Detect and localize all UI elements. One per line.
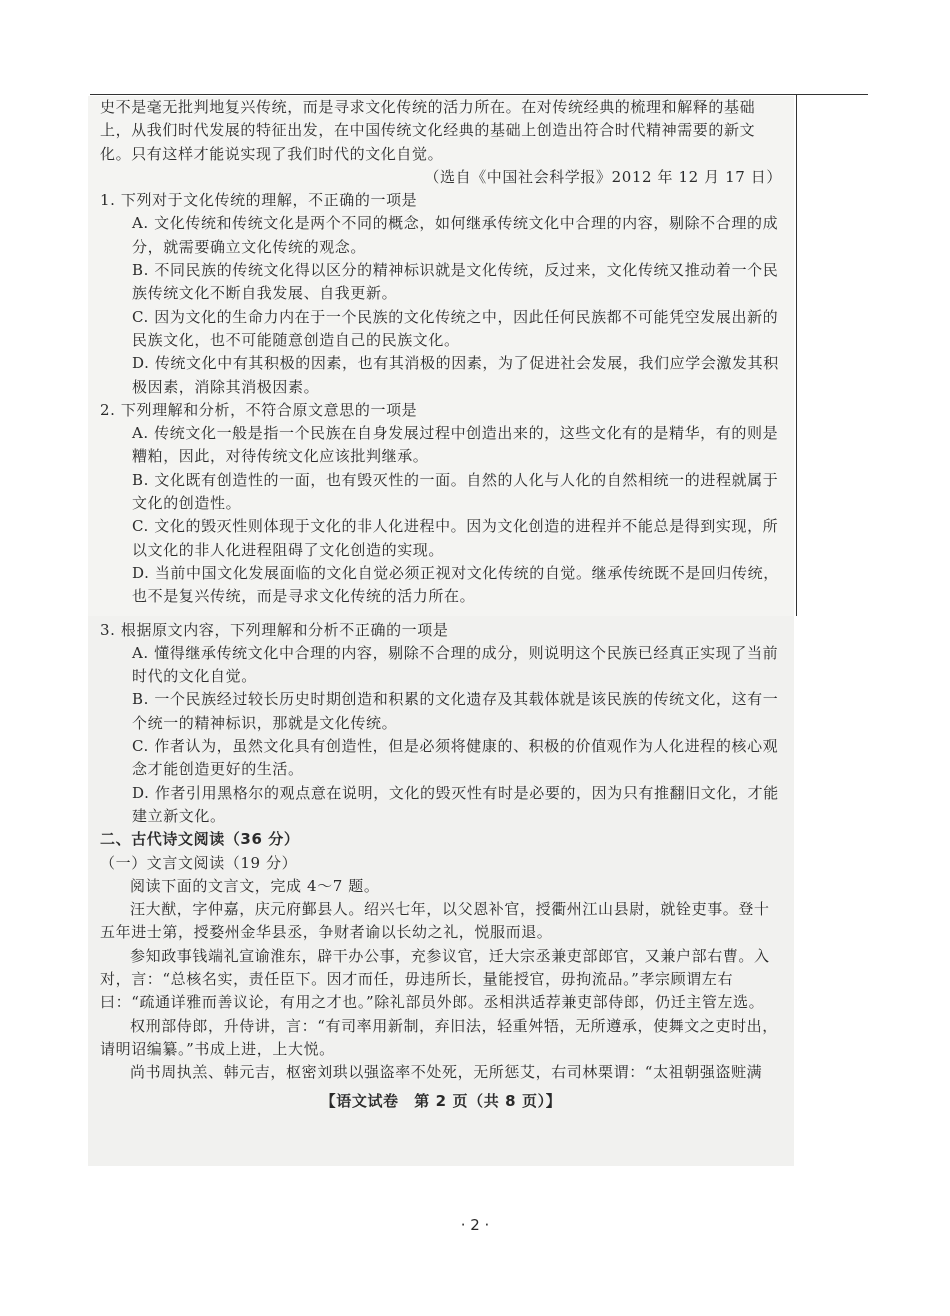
page-number: · 2 · [460, 1216, 490, 1234]
option-a: A. 懂得继承传统文化中合理的内容，剔除不合理的成分，则说明这个民族已经真正实现了当前时代的文化自觉。 [132, 643, 779, 686]
instruction: 阅读下面的文言文，完成 4～7 题。 [130, 876, 380, 895]
option-d: D. 当前中国文化发展面临的文化自觉必须正视对文化传统的自觉。继承传统既不是回归传统，也不是复兴传统，而是寻求文化传统的活力所在。 [132, 563, 779, 606]
question-2 [100, 399, 782, 609]
option-d: D. 传统文化中有其积极的因素，也有其消极的因素，为了促进社会发展，我们应学会激发其积极因素，消除其消极因素。 [132, 354, 779, 396]
exam-footer: 【语文试卷 第 2 页（共 8 页）】 [320, 1092, 562, 1111]
right-rule [796, 94, 797, 616]
classical-paragraph: 尚书周执羔、韩元吉，枢密刘珙以强盗率不处死，无所惩艾，右司林栗谓：“太祖朝强盗赃满 [130, 1063, 763, 1082]
option-b: B. 文化既有创造性的一面，也有毁灭性的一面。自然的人化与人化的自然相统一的进程就属于文化的创造性。 [132, 470, 779, 513]
classical-paragraph: 参知政事钱端礼宣谕淮东，辟干办公事，充参议官，迁大宗丞兼吏部郎官，又兼户部右曹。入对，言：“总核名实，责任臣下。因才而任，毋违所长，量能授官，毋拘流品。”孝宗顾谓左右曰：“疏通详雅而善议论，有用之才也。”除礼部员外郎。丞相洪适荐兼吏部侍郎，仍迁主管左选。 [100, 946, 770, 1012]
option-b: B. 不同民族的传统文化得以区分的精神标识就是文化传统，反过来，文化传统又推动着一个民族传统文化不断自我发展、自我更新。 [132, 261, 779, 303]
option-d: D. 作者引用黑格尔的观点意在说明，文化的毁灭性有时是必要的，因为只有推翻旧文化，才能建立新文化。 [132, 783, 779, 825]
top-rule [90, 94, 868, 95]
subsection-title: （一）文言文阅读（19 分） [100, 853, 298, 872]
option-a: A. 传统文化一般是指一个民族在自身发展过程中创造出来的，这些文化有的是精华，有的则是糟粕，因此，对待传统文化应该批判继承。 [132, 424, 779, 466]
question-stem: 3. 根据原文内容，下列理解和分析不正确的一项是 [100, 620, 449, 639]
option-c: C. 文化的毁灭性则体现于文化的非人化进程中。因为文化创造的进程并不能总是得到实现，所以文化的非人化进程阻碍了文化创造的实现。 [132, 517, 779, 559]
option-c: C. 作者认为，虽然文化具有创造性，但是必须将健康的、积极的价值观作为人化进程的核心观念才能创造更好的生活。 [132, 737, 779, 779]
question-3 [100, 619, 782, 829]
classical-paragraph: 汪大猷，字仲嘉，庆元府鄞县人。绍兴七年，以父恩补官，授衢州江山县尉，就铨吏事。登十五年进士第，授婺州金华县丞，争财者谕以长幼之礼，悦服而退。 [100, 900, 770, 942]
passage-text: 史不是毫无批判地复兴传统，而是寻求文化传统的活力所在。在对传统经典的梳理和解释的基础上，从我们时代发展的特征出发，在中国传统文化经典的基础上创造出符合时代精神需要的新文化。只有这样才能说实现了我们时代的文化自觉。 [100, 98, 756, 163]
question-stem: 2. 下列理解和分析，不符合原文意思的一项是 [100, 400, 418, 419]
question-1 [100, 189, 782, 399]
option-b: B. 一个民族经过较长历史时期创造和积累的文化遗存及其载体就是该民族的传统文化，这有一个统一的精神标识，那就是文化传统。 [132, 690, 779, 732]
passage-source: （选自《中国社会科学报》2012 年 12 月 17 日） [424, 167, 782, 186]
option-c: C. 因为文化的生命力内在于一个民族的文化传统之中，因此任何民族都不可能凭空发展出新的民族文化，也不可能随意创造自己的民族文化。 [132, 307, 779, 349]
section-title: 二、古代诗文阅读（36 分） [100, 830, 300, 849]
question-stem: 1. 下列对于文化传统的理解，不正确的一项是 [100, 191, 418, 210]
option-a: A. 文化传统和传统文化是两个不同的概念，如何继承传统文化中合理的内容，剔除不合理的成分，就需要确立文化传统的观念。 [132, 214, 779, 256]
classical-paragraph: 权刑部侍郎，升侍讲，言：“有司率用新制，弃旧法，轻重舛牾，无所遵承，使舞文之吏时出，请明诏编纂。”书成上进，上大悦。 [100, 1016, 778, 1058]
exam-content [100, 96, 782, 1129]
